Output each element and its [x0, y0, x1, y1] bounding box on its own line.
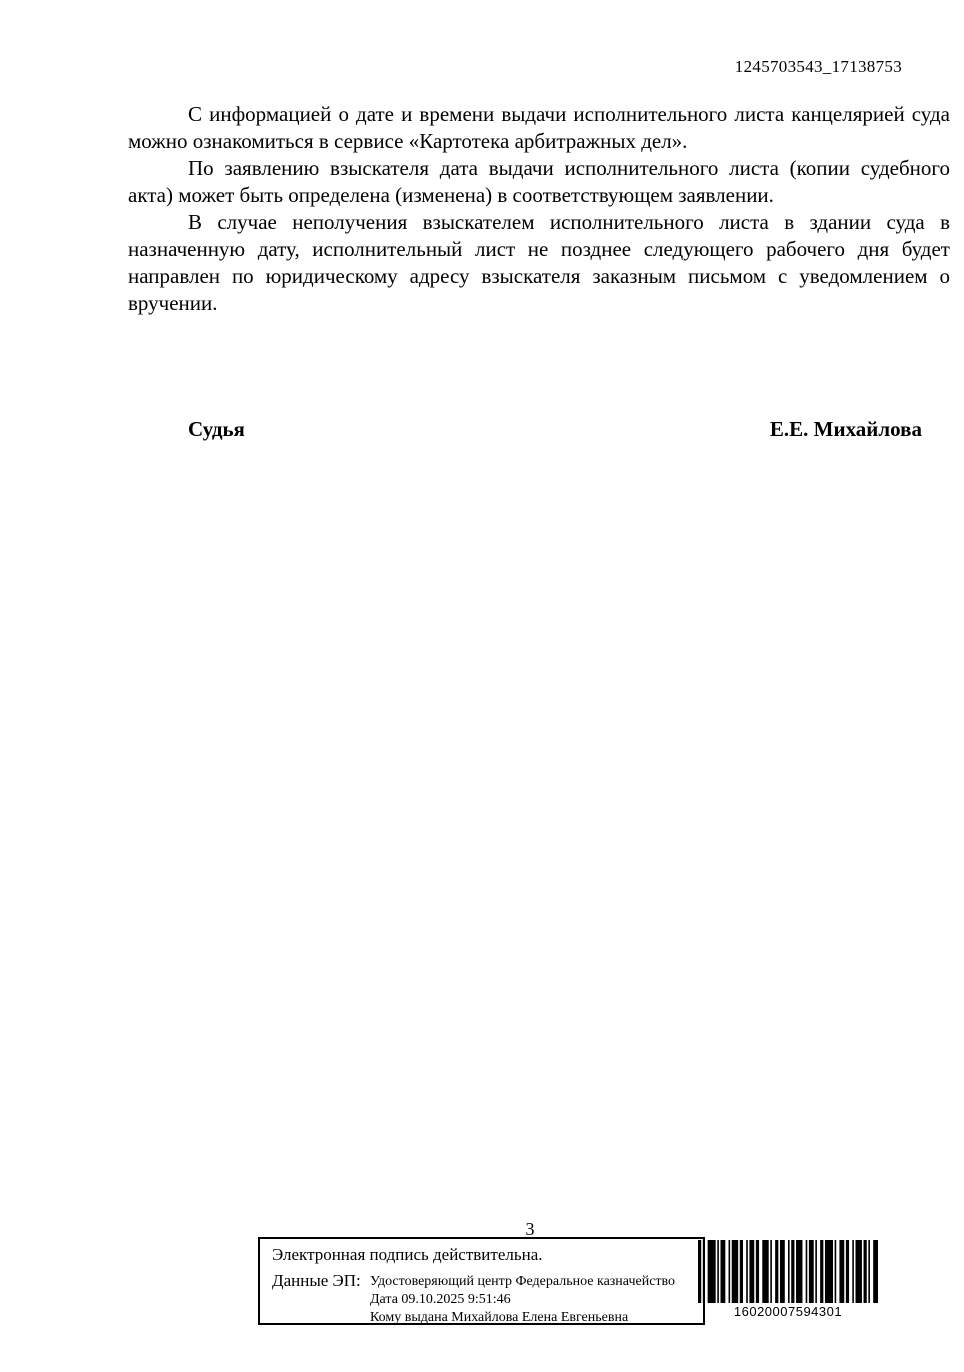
esignature-data-label: Данные ЭП:: [272, 1271, 361, 1290]
paragraph-mailing: В случае неполучения взыскателем исполнительного листа в здании суда в назначенную дату, исполнительный лист не позднее следующего рабочего дня будет направлен по юридическому адресу взыскателя заказным письмом с уведомлением о вручении.: [128, 210, 950, 315]
paragraph-issue-date: По заявлению взыскателя дата выдачи исполнительного листа (копии судебного акта) может быть определена (изменена) в соответствующем заявлении.: [128, 156, 950, 207]
barcode-bars-icon: [698, 1240, 878, 1303]
judge-title: Судья: [188, 417, 245, 441]
barcode: [698, 1240, 878, 1319]
esignature-issued-to: Кому выдана Михайлова Елена Евгеньевна: [370, 1310, 629, 1325]
esignature-validity-text: Электронная подпись действительна.: [272, 1245, 543, 1264]
document-body: [128, 101, 950, 317]
esignature-details: [370, 1273, 675, 1327]
page-number: 3: [525, 1219, 535, 1239]
esignature-date: Дата 09.10.2025 9:51:46: [370, 1292, 511, 1307]
judge-name: Е.Е. Михайлова: [769, 417, 922, 441]
paragraph-kad-info: С информацией о дате и времени выдачи исполнительного листа канцелярией суда можно ознакомиться в сервисе «Картотека арбитражных дел».: [128, 102, 950, 153]
signature-row: [128, 417, 922, 442]
esignature-stamp: [258, 1237, 705, 1325]
esignature-authority: Удостоверяющий центр Федеральное казначейство: [370, 1274, 676, 1289]
barcode-number: 16020007594301: [733, 1304, 843, 1319]
document-id: 1245703543_17138753: [734, 57, 902, 76]
